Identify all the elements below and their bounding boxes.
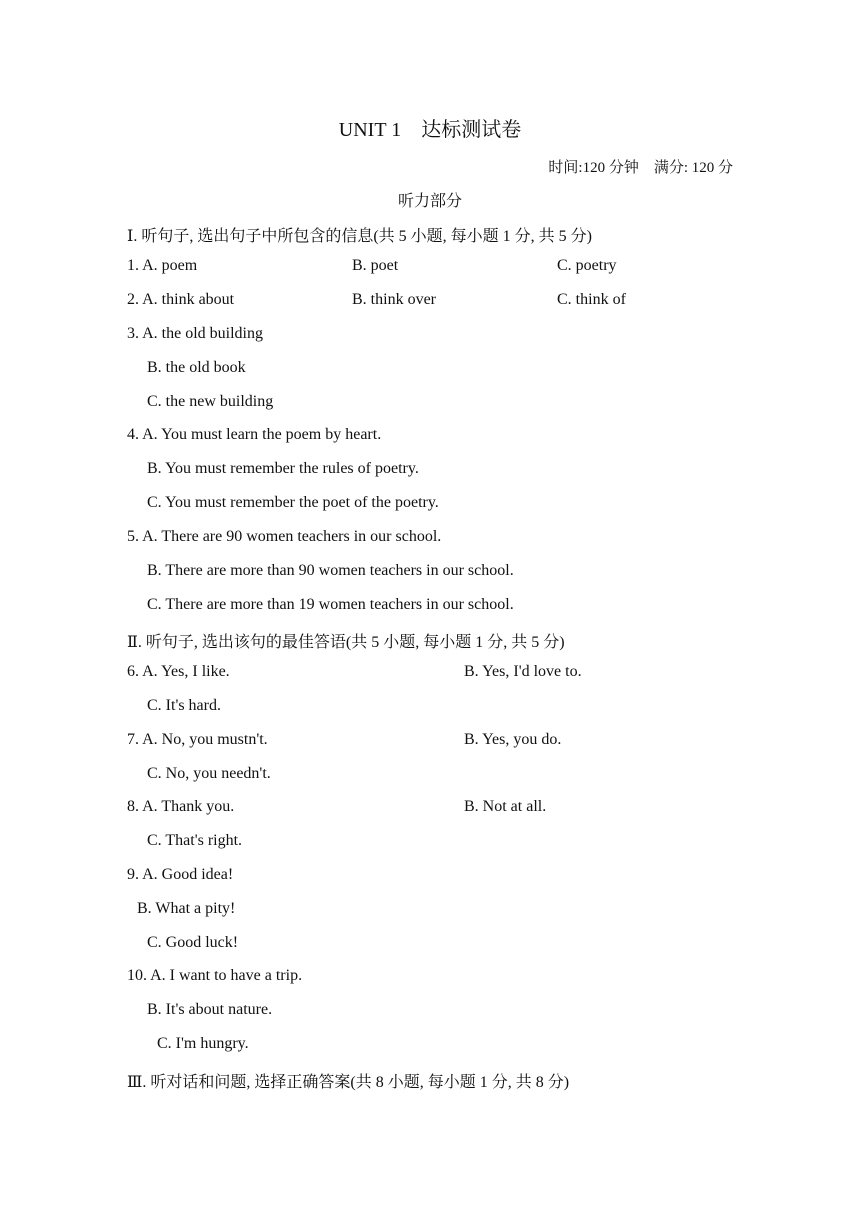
q3-option-b: B. the old book <box>147 359 246 376</box>
q9-option-a: 9. A. Good idea! <box>127 866 234 883</box>
q2-option-a: 2. A. think about <box>127 291 235 308</box>
part1-heading: Ⅰ. 听句子, 选出句子中所包含的信息(共 5 小题, 每小题 1 分, 共 5 分) <box>127 228 592 245</box>
q7-option-b: B. Yes, you do. <box>464 731 562 748</box>
q9-option-b: B. What a pity! <box>137 900 236 917</box>
q1-option-c: C. poetry <box>557 257 617 274</box>
q7-option-c: C. No, you needn't. <box>147 765 271 782</box>
q2-option-c: C. think of <box>557 291 626 308</box>
q8-option-a: 8. A. Thank you. <box>127 798 235 815</box>
q1-option-b: B. poet <box>352 257 399 274</box>
q3-option-a: 3. A. the old building <box>127 325 263 342</box>
q4-option-a: 4. A. You must learn the poem by heart. <box>127 426 382 443</box>
q10-option-c: C. I'm hungry. <box>157 1035 249 1052</box>
q10-option-b: B. It's about nature. <box>147 1001 273 1018</box>
q1-option-a: 1. A. poem <box>127 257 198 274</box>
q5-option-a: 5. A. There are 90 women teachers in our school. <box>127 528 442 545</box>
q8-option-b: B. Not at all. <box>464 798 547 815</box>
q6-option-c: C. It's hard. <box>147 697 221 714</box>
q10-option-a: 10. A. I want to have a trip. <box>127 967 303 984</box>
q5-option-c: C. There are more than 19 women teachers in our school. <box>147 596 514 613</box>
q2-option-b: B. think over <box>352 291 436 308</box>
part3-heading: Ⅲ. 听对话和问题, 选择正确答案(共 8 小题, 每小题 1 分, 共 8 分) <box>127 1074 570 1091</box>
q9-option-c: C. Good luck! <box>147 934 239 951</box>
q6-option-b: B. Yes, I'd love to. <box>464 663 582 680</box>
section-title: 听力部分 <box>397 193 462 210</box>
exam-meta: 时间:120 分钟 满分: 120 分 <box>548 160 733 176</box>
page-title: UNIT 1 达标测试卷 <box>338 119 522 141</box>
q7-option-a: 7. A. No, you mustn't. <box>127 731 268 748</box>
q3-option-c: C. the new building <box>147 393 274 410</box>
q4-option-c: C. You must remember the poet of the poetry. <box>147 494 439 511</box>
q8-option-c: C. That's right. <box>147 832 243 849</box>
q5-option-b: B. There are more than 90 women teachers in our school. <box>147 562 514 579</box>
part2-heading: Ⅱ. 听句子, 选出该句的最佳答语(共 5 小题, 每小题 1 分, 共 5 分) <box>127 634 565 651</box>
q4-option-b: B. You must remember the rules of poetry. <box>147 460 419 477</box>
q6-option-a: 6. A. Yes, I like. <box>127 663 230 680</box>
